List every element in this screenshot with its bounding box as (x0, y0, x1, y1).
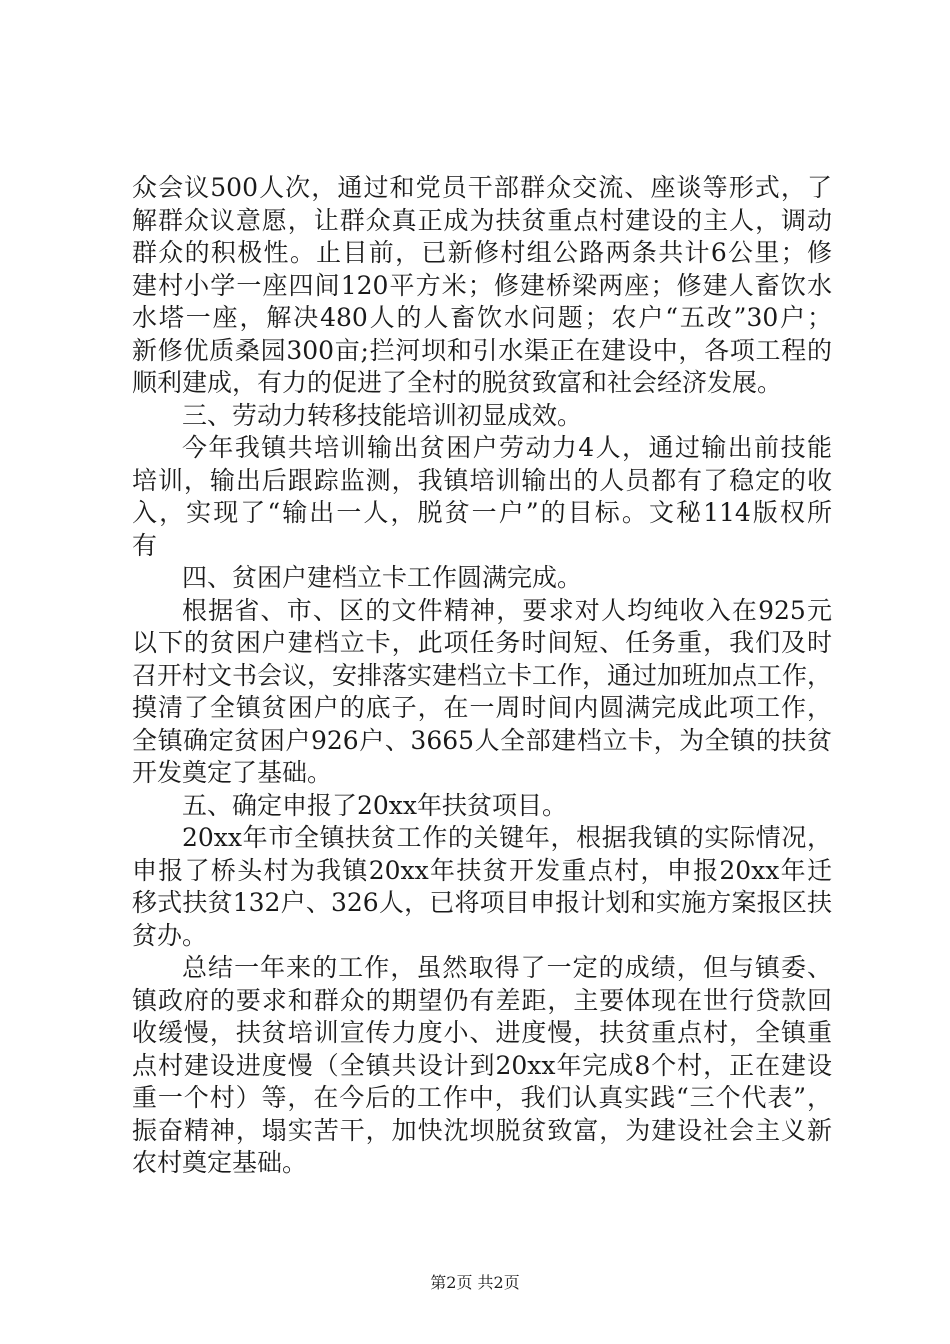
text-line: 全镇确定贫困户926户、3665人全部建档立卡，为全镇的扶贫 (132, 725, 832, 755)
text-line: 收缓慢，扶贫培训宣传力度小、进度慢，扶贫重点村，全镇重 (132, 1018, 832, 1047)
text-line: 以下的贫困户建档立卡，此项任务时间短、任务重，我们及时 (132, 628, 832, 657)
text-line: 重一个村）等，在今后的工作中，我们认真实践“三个代表”， (132, 1083, 832, 1112)
text-line: 培训，输出后跟踪监测，我镇培训输出的人员都有了稳定的收 (132, 465, 832, 495)
text-line: 有 (132, 530, 158, 560)
text-line: 召开村文书会议，安排落实建档立卡工作，通过加班加点工作， (132, 660, 833, 690)
text-line: 众会议500人次，通过和党员干部群众交流、座谈等形式，了 (132, 173, 832, 202)
text-line: 入，实现了“输出一人，脱贫一户”的目标。文秘114版权所 (132, 498, 832, 527)
text-line: 申报了桥头村为我镇20xx年扶贫开发重点村，申报20xx年迁 (132, 855, 832, 885)
text-line: 顺利建成，有力的促进了全村的脱贫致富和社会经济发展。 (132, 368, 783, 397)
page-number-footer: 第2页 共2页 (430, 1273, 520, 1292)
text-line: 20xx年市全镇扶贫工作的关键年，根据我镇的实际情况， (182, 823, 832, 852)
text-line: 新修优质桑园300亩;拦河坝和引水渠正在建设中，各项工程的 (132, 335, 832, 365)
text-line: 贫办。 (132, 920, 208, 950)
text-line: 群众的积极性。止目前，已新修村组公路两条共计6公里；修 (132, 238, 832, 267)
text-line: 镇政府的要求和群众的期望仍有差距，主要体现在世行贷款回 (132, 985, 832, 1015)
text-line: 移式扶贫132户、326人，已将项目申报计划和实施方案报区扶 (132, 888, 832, 917)
text-line: 今年我镇共培训输出贫困户劳动力4人，通过输出前技能 (182, 433, 832, 462)
text-line: 振奋精神，塌实苦干，加快沈坝脱贫致富，为建设社会主义新 (132, 1115, 832, 1145)
text-line: 点村建设进度慢（全镇共设计到20xx年完成8个村，正在建设 (132, 1050, 832, 1080)
section-heading: 四、贫困户建档立卡工作圆满完成。 (182, 563, 583, 592)
section-heading: 五、确定申报了20xx年扶贫项目。 (182, 790, 568, 820)
text-line: 根据省、市、区的文件精神，要求对人均纯收入在925元 (182, 595, 832, 625)
text-line: 总结一年来的工作，虽然取得了一定的成绩，但与镇委、 (182, 953, 832, 982)
section-heading: 三、劳动力转移技能培训初显成效。 (182, 400, 583, 430)
text-line: 开发奠定了基础。 (132, 758, 333, 787)
document-body (132, 172, 832, 1180)
text-line: 农村奠定基础。 (132, 1148, 308, 1177)
text-line: 建村小学一座四间120平方米；修建桥梁两座；修建人畜饮水 (132, 270, 832, 300)
text-line: 解群众议意愿，让群众真正成为扶贫重点村建设的主人，调动 (132, 205, 832, 235)
text-line: 摸清了全镇贫困户的底子，在一周时间内圆满完成此项工作， (132, 693, 832, 722)
text-line: 水塔一座，解决480人的人畜饮水问题；农户“五改”30户； (132, 303, 832, 332)
